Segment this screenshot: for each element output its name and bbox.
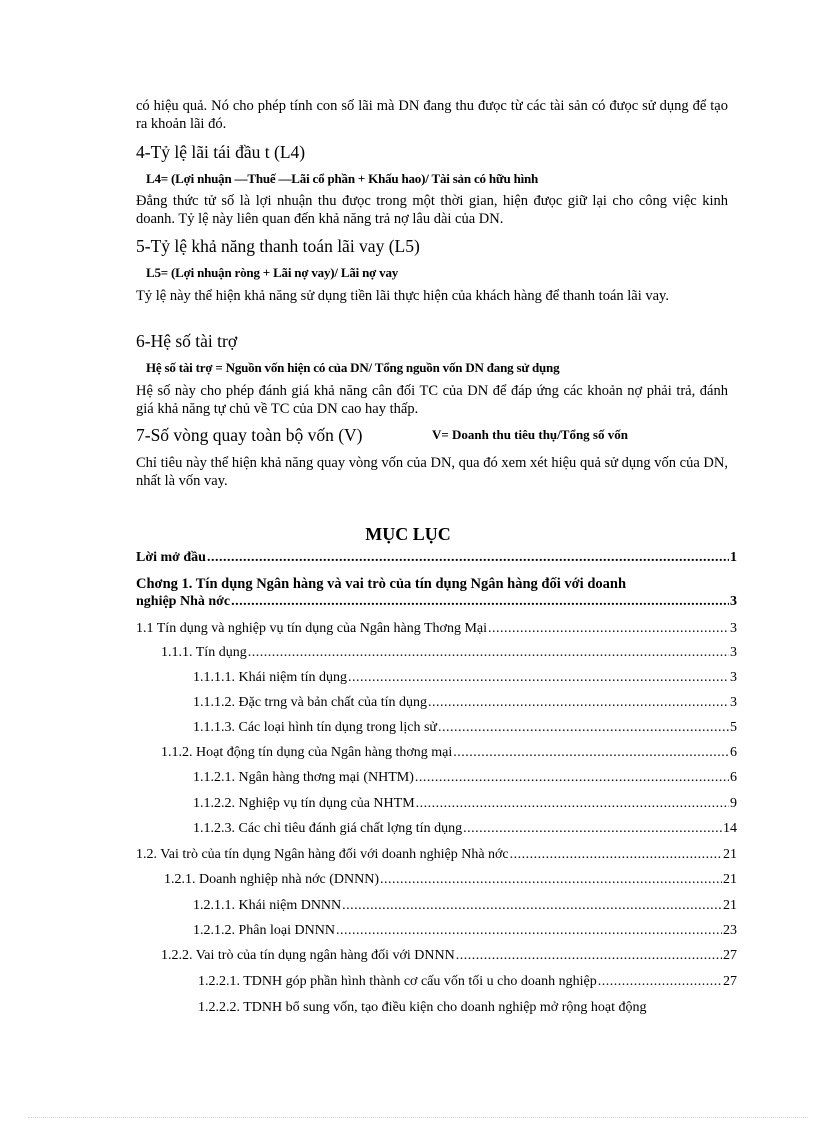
- toc-entry-label: 1.2.2. Vai trò của tín dụng ngân hàng đối với DNNN: [161, 948, 455, 963]
- toc-leader-dots: [336, 922, 722, 940]
- toc-entry[interactable]: [136, 846, 737, 864]
- toc-entry-page: 14: [723, 821, 737, 836]
- toc-entry-label: 1.1.1.3. Các loại hình tín dụng trong lịch sử: [193, 720, 438, 735]
- toc-entry[interactable]: [161, 947, 737, 965]
- toc-entry-page: 21: [723, 872, 737, 887]
- toc-leader-dots: [488, 620, 729, 638]
- toc-leader-dots: [463, 820, 722, 838]
- heading-l5: 5-Tỷ lệ khả năng thanh toán lãi vay (L5): [136, 236, 420, 256]
- toc-entry-chapter1[interactable]: [136, 575, 737, 593]
- formula-l7: V= Doanh thu tiêu thụ/Tổng số vốn: [432, 427, 628, 442]
- toc-entry-label: 1.1 Tín dụng và nghiệp vụ tín dụng của Ngân hàng Thơng Mại: [136, 621, 488, 636]
- heading-l6: 6-Hệ số tài trợ: [136, 331, 238, 351]
- toc-leader-dots: [231, 593, 729, 611]
- toc-entry-label: 1.2.2.1. TDNH góp phần hình thành cơ cấu vốn tối u cho doanh nghiệp: [198, 974, 597, 989]
- toc-entry-label: 1.2.1. Doanh nghiệp nhà nớc (DNNN): [164, 872, 380, 887]
- toc-entry[interactable]: [193, 795, 737, 813]
- toc-leader-dots: [348, 669, 729, 687]
- toc-entry-page: 23: [723, 923, 737, 938]
- toc-entry-page: 3: [730, 670, 737, 685]
- toc-leader-dots: [380, 871, 722, 889]
- toc-entry-label: 1.1.2.3. Các chỉ tiêu đánh giá chất lợng tín dụng: [193, 821, 463, 836]
- heading-l4: 4-Tỷ lệ lãi tái đầu t (L4): [136, 142, 306, 162]
- toc-chapter1-line1: Chơng 1. Tín dụng Ngân hàng và vai trò của tín dụng Ngân hàng đối với doanh: [136, 576, 627, 592]
- formula-l4: L4= (Lợi nhuận —Thuế —Lãi cổ phần + Khấu hao)/ Tài sản có hữu hình: [146, 171, 539, 186]
- toc-entry[interactable]: [193, 769, 737, 787]
- toc-leader-dots: [207, 549, 729, 567]
- formula-l5: L5= (Lợi nhuận ròng + Lãi nợ vay)/ Lãi nợ vay: [146, 265, 399, 280]
- toc-entry[interactable]: [193, 820, 737, 838]
- toc-entry[interactable]: [193, 669, 737, 687]
- toc-entry-label: 1.2. Vai trò của tín dụng Ngân hàng đối với doanh nghiệp Nhà nớc: [136, 847, 509, 862]
- toc-entry-page: 3: [730, 645, 737, 660]
- toc-leader-dots: [428, 694, 729, 712]
- toc-entry[interactable]: [161, 644, 737, 662]
- toc-entry-chapter1-line2[interactable]: [136, 593, 737, 611]
- toc-entry-page: 21: [723, 898, 737, 913]
- toc-leader-dots: [510, 846, 722, 864]
- toc-entry-page: 1: [730, 550, 737, 565]
- paragraph-l6: Hệ số này cho phép đánh giá khả năng cân đối TC của DN để đáp ứng các khoản nợ phải trả, đánh giá khả năng tự chủ về TC của DN cao hay thấp.: [136, 383, 728, 417]
- toc-leader-dots: [415, 769, 729, 787]
- toc-entry-label: 1.2.1.2. Phân loại DNNN: [193, 923, 335, 938]
- toc-entry[interactable]: [193, 694, 737, 712]
- toc-title: MỤC LỤC: [365, 524, 451, 544]
- toc-entry-page: 3: [730, 695, 737, 710]
- toc-entry-page: 5: [730, 720, 737, 735]
- toc-entry[interactable]: [136, 620, 737, 638]
- toc-entry[interactable]: [193, 719, 737, 737]
- toc-entry-label: nghiệp Nhà nớc: [136, 594, 231, 609]
- toc-entry[interactable]: [164, 871, 737, 889]
- paragraph-l7: Chỉ tiêu này thể hiện khả năng quay vòng vốn của DN, qua đó xem xét hiệu quả sử dụng vốn của DN, nhất là vốn vay.: [136, 455, 728, 489]
- page-bottom-divider: [28, 1117, 808, 1118]
- toc-leader-dots: [453, 744, 729, 762]
- toc-entry-page: 6: [730, 770, 737, 785]
- toc-entry-label: Lời mở đầu: [136, 550, 206, 565]
- toc-entry-page: 21: [723, 847, 737, 862]
- toc-leader-dots: [438, 719, 729, 737]
- toc-entry-label: 1.1.2.2. Nghiệp vụ tín dụng của NHTM: [193, 796, 415, 811]
- toc-leader-dots: [598, 973, 722, 991]
- toc-leader-dots: [248, 644, 729, 662]
- paragraph-l4: Đẳng thức tử số là lợi nhuận thu đưọc trong một thời gian, hiện đưọc giữ lại cho công việc kinh doanh. Tỷ lệ này liên quan đến khả năng trả nợ lâu dài của DN.: [136, 193, 728, 227]
- toc-leader-dots: [456, 947, 722, 965]
- toc-entry[interactable]: [193, 922, 737, 940]
- toc-entry-intro[interactable]: [136, 549, 737, 567]
- paragraph-l5: Tỷ lệ này thể hiện khả năng sử dụng tiền lãi thực hiện của khách hàng để thanh toán lãi vay.: [136, 288, 669, 304]
- toc-entry[interactable]: [161, 744, 737, 762]
- formula-l6: Hệ số tài trợ = Nguồn vốn hiện có của DN/ Tổng nguồn vốn DN đang sử dụng: [146, 360, 560, 375]
- toc-entry-page: 27: [723, 948, 737, 963]
- toc-entry[interactable]: [198, 973, 737, 991]
- toc-entry-label: 1.1.1. Tín dụng: [161, 645, 247, 660]
- toc-entry-page: 27: [723, 974, 737, 989]
- heading-l7: 7-Số vòng quay toàn bộ vốn (V): [136, 425, 363, 445]
- toc-entry-page: 3: [730, 621, 737, 636]
- toc-entry-page: 6: [730, 745, 737, 760]
- toc-entry-last-line[interactable]: 1.2.2.2. TDNH bổ sung vốn, tạo điều kiện cho doanh nghiệp mở rộng hoạt động: [198, 1000, 647, 1015]
- toc-entry-label: 1.1.2. Hoạt động tín dụng của Ngân hàng thơng mại: [161, 745, 453, 760]
- toc-entry-page: 9: [730, 796, 737, 811]
- toc-entry-label: 1.1.1.1. Khái niệm tín dụng: [193, 670, 347, 685]
- paragraph-l3-continuation: có hiệu quả. Nó cho phép tính con số lãi mà DN đang thu đưọc từ các tài sản có đưọc sử dụng để tạo ra khoản lãi đó.: [136, 98, 728, 132]
- toc-leader-dots: [416, 795, 729, 813]
- toc-entry-page: 3: [730, 594, 737, 609]
- toc-leader-dots: [342, 897, 722, 915]
- toc-entry-label: 1.2.1.1. Khái niệm DNNN: [193, 898, 342, 913]
- toc-entry-label: 1.1.1.2. Đặc trng và bản chất của tín dụng: [193, 695, 428, 710]
- toc-entry[interactable]: [193, 897, 737, 915]
- toc-entry-label: 1.1.2.1. Ngân hàng thơng mại (NHTM): [193, 770, 414, 785]
